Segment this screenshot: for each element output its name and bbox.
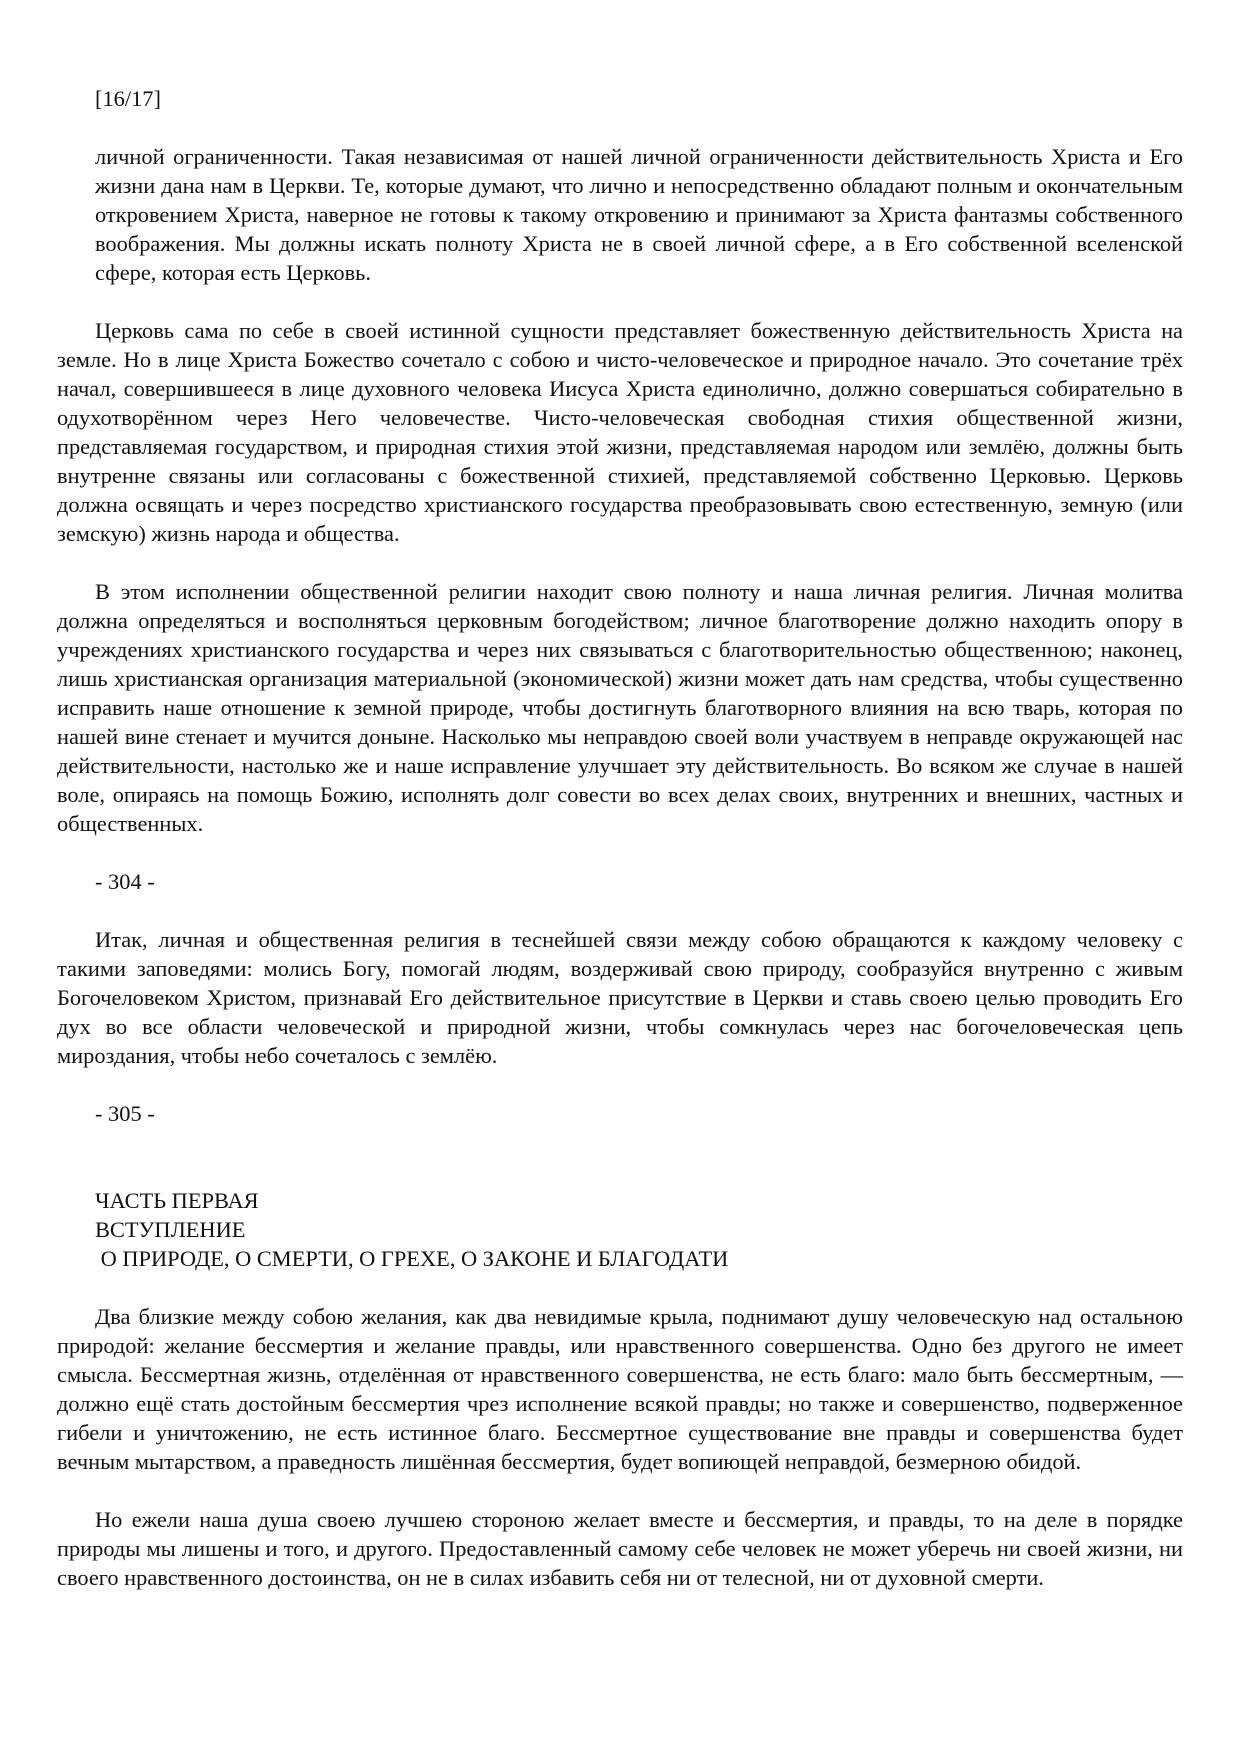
paragraph-2: Церковь сама по себе в своей истинной сущности представляет божественную действительность Христа на земле. Но в лице Христа Божество сочетало с собою и чисто-человеческое и природное начало. Это сочетание трёх начал, совершившееся в лице духовного человека Иисуса Христа единолично, должно совершаться собирательно в одухотворённом через Него человечестве. Чисто-человеческая свободная стихия общественной жизни, представляемая государством, и природная стихия этой жизни, представляемая народом или землёю, должны быть внутренне связаны или согласованы с божественной стихией, представляемой собственно Церковью. Церковь должна освящать и через посредство христианского государства преобразовывать свою естественную, земную (или земскую) жизнь народа и общества. [57,318,1183,546]
page-reference: [16/17] [95,86,161,111]
paragraph-4: Итак, личная и общественная религия в теснейшей связи между собою обращаются к каждому человеку с такими заповедями: молись Богу, помогай людям, воздерживай свою природу, сообразуйся внутренно с живым Богочеловеком Христом, признавай Его действительное присутствие в Церкви и ставь своею целью проводить Его дух во все области человеческой и природной жизни, чтобы сомкнулась через нас богочеловеческая цепь мироздания, чтобы небо сочеталось с землёю. [57,927,1183,1068]
section-heading [95,1186,1183,1273]
paragraph-5: Два близкие между собою желания, как два невидимые крыла, поднимают душу человеческую над остальною природой: желание бессмертия и желание правды, или нравственного совершенства. Одно без другого не имеет смысла. Бессмертная жизнь, отделённая от нравственного совершенства, не есть благо: мало быть бессмертным, — должно ещё стать достойным бессмертия чрез исполнение всякой правды; но также и совершенство, подверженное гибели и уничтожению, не есть истинное благо. Бессмертное существование вне правды и совершенства будет вечным мытарством, а праведность лишённая бессмертия, будет вопиющей неправдой, безмерною обидой. [57,1304,1183,1474]
heading-title: О ПРИРОДЕ, О СМЕРТИ, О ГРЕХЕ, О ЗАКОНЕ И БЛАГОДАТИ [95,1246,729,1271]
heading-intro: ВСТУПЛЕНИЕ [95,1217,246,1242]
page-marker-305: - 305 - [95,1101,155,1126]
heading-part: ЧАСТЬ ПЕРВАЯ [95,1188,259,1213]
paragraph-3: В этом исполнении общественной религии находит свою полноту и наша личная религия. Личная молитва должна определяться и восполняться церковным богодейством; личное благотворение должно находить опору в учреждениях христианского государства и через них связываться с благотворительностью общественною; наконец, лишь христианская организация материальной (экономической) жизни может дать нам средства, чтобы существенно исправить наше отношение к земной природе, чтобы достигнуть благотворного влияния на всю тварь, которая по нашей вине стенает и мучится доныне. Насколько мы неправдою своей воли участвуем в неправде окружающей нас действительности, настолько же и наше исправление улучшает эту действительность. Во всяком же случае в нашей воле, опираясь на помощь Божию, исполнять долг совести во всех делах своих, внутренних и внешних, частных и общественных. [57,579,1183,836]
document-page [57,84,1183,1592]
page-marker-304: - 304 - [95,869,155,894]
paragraph-6: Но ежели наша душа своею лучшею стороною желает вместе и бессмертия, и правды, то на деле в порядке природы мы лишены и того, и другого. Предоставленный самому себе человек не может уберечь ни своей жизни, ни своего нравственного достоинства, он не в силах избавить себя ни от телесной, ни от духовной смерти. [57,1507,1183,1590]
paragraph-1: личной ограниченности. Такая независимая от нашей личной ограниченности действительность Христа и Его жизни дана нам в Церкви. Те, которые думают, что лично и непосредственно обладают полным и окончательным откровением Христа, наверное не готовы к такому откровению и принимают за Христа фантазмы собственного воображения. Мы должны искать полноту Христа не в своей личной сфере, а в Его собственной вселенской сфере, которая есть Церковь. [95,144,1183,285]
